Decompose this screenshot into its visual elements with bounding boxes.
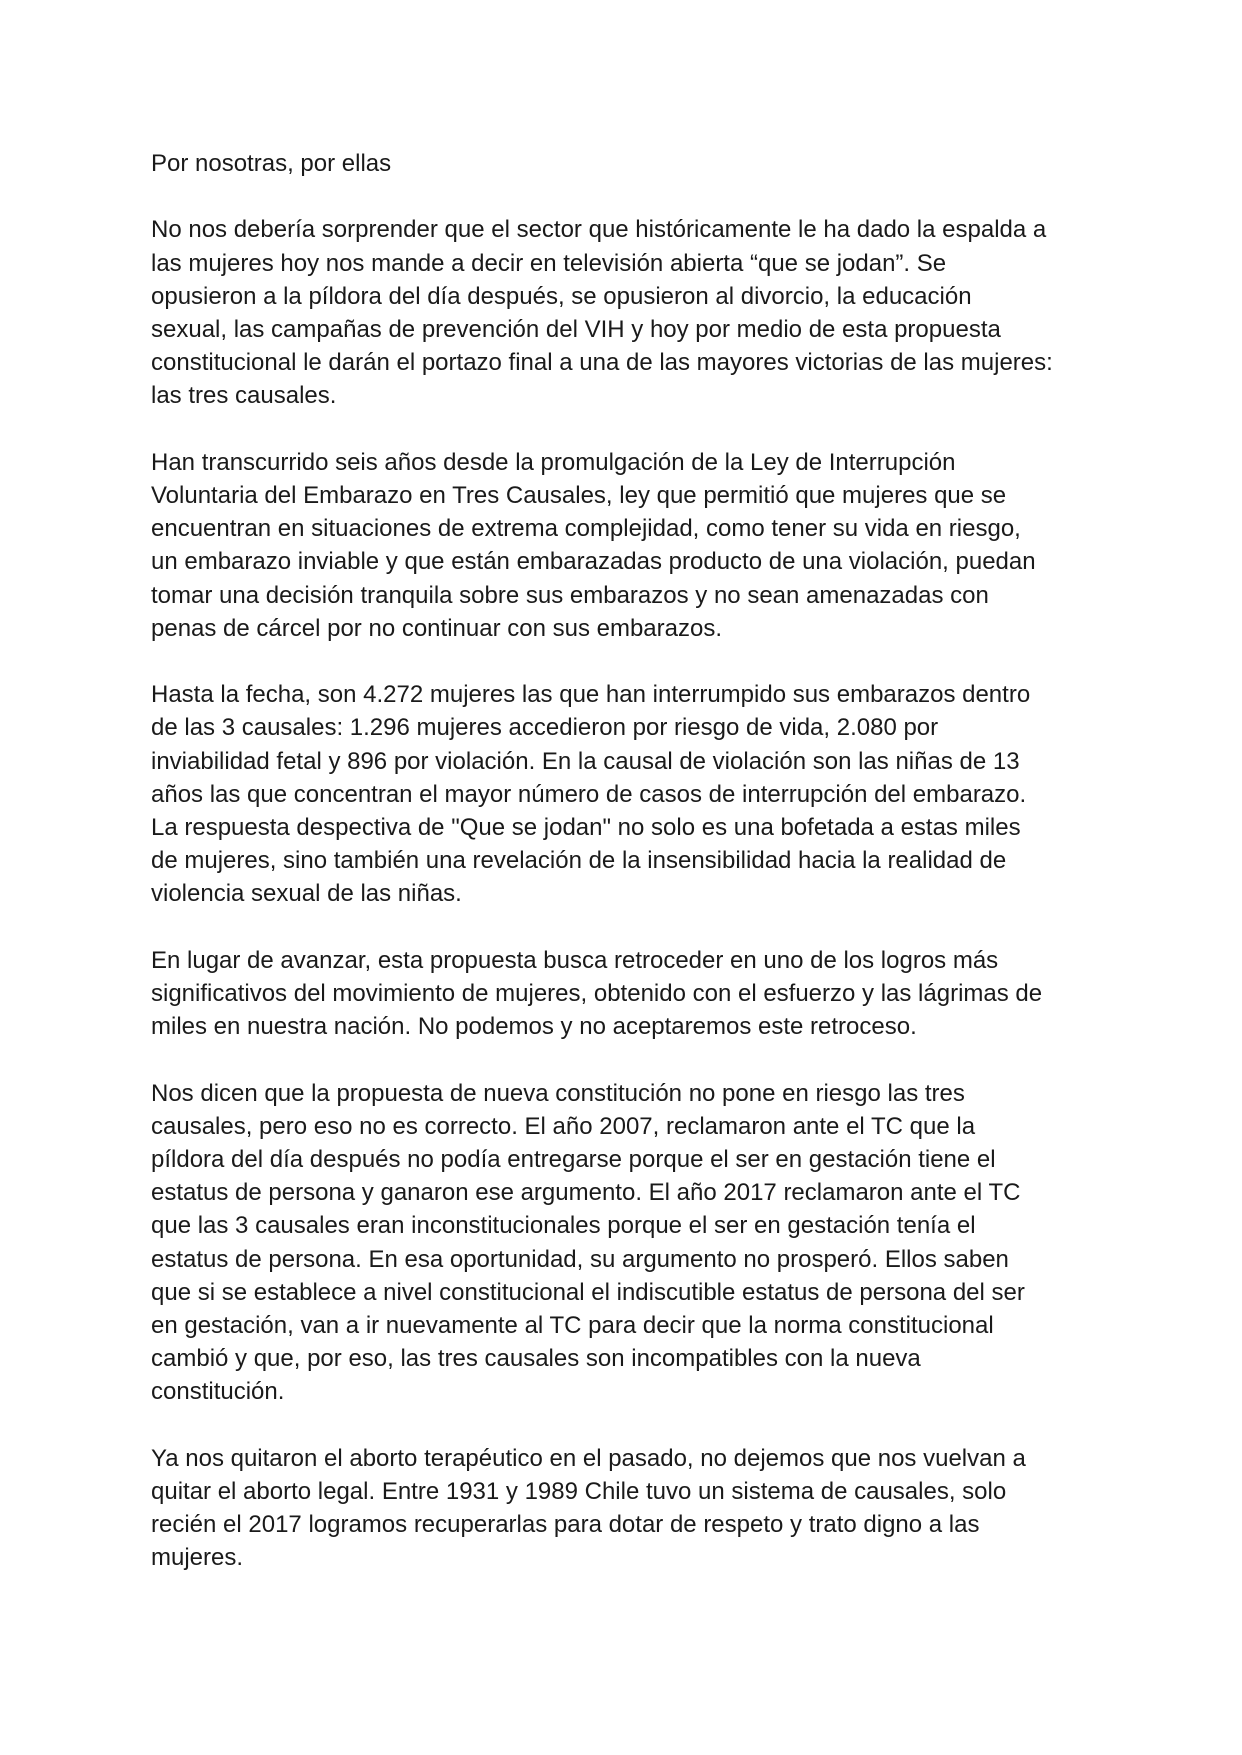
paragraph-line: constitución.	[151, 1378, 285, 1406]
paragraph-line: Hasta la fecha, son 4.272 mujeres las que han interrumpido sus embarazos dentro	[151, 681, 1031, 709]
paragraph-line: La respuesta despectiva de "Que se jodan" no solo es una bofetada a estas miles	[151, 814, 1021, 842]
paragraph-line: un embarazo inviable y que están embarazadas producto de una violación, puedan	[151, 548, 1036, 576]
paragraph-line: recién el 2017 logramos recuperarlas para dotar de respeto y trato digno a las	[151, 1511, 980, 1539]
paragraph-5	[151, 1077, 1111, 1409]
paragraph-line: causales, pero eso no es correcto. El año 2007, reclamaron ante el TC que la	[151, 1112, 976, 1140]
paragraph-line: tomar una decisión tranquila sobre sus embarazos y no sean amenazadas con	[151, 581, 989, 609]
paragraph-line: violencia sexual de las niñas.	[151, 880, 462, 908]
paragraph-line: que si se establece a nivel constitucional el indiscutible estatus de persona del ser	[151, 1278, 1025, 1306]
paragraph-line: años las que concentran el mayor número de casos de interrupción del embarazo.	[151, 780, 1027, 808]
paragraph-line: cambió y que, por eso, las tres causales son incompatibles con la nueva	[151, 1345, 921, 1373]
paragraph-line: significativos del movimiento de mujeres, obtenido con el esfuerzo y las lágrimas de	[151, 980, 1043, 1008]
paragraph-line: mujeres.	[151, 1544, 244, 1572]
paragraph-line: No nos debería sorprender que el sector que históricamente le ha dado la espalda a	[151, 216, 1047, 244]
paragraph-line: estatus de persona y ganaron ese argumento. El año 2017 reclamaron ante el TC	[151, 1179, 1021, 1207]
paragraph-line: de las 3 causales: 1.296 mujeres accedieron por riesgo de vida, 2.080 por	[151, 714, 939, 742]
paragraph-line: las mujeres hoy nos mande a decir en televisión abierta “que se jodan”. Se	[151, 249, 947, 277]
paragraph-line: Nos dicen que la propuesta de nueva constitución no pone en riesgo las tres	[151, 1079, 965, 1107]
paragraph-line: constitucional le darán el portazo final a una de las mayores victorias de las mujeres:	[151, 349, 1053, 377]
paragraph-line: las tres causales.	[151, 382, 337, 410]
paragraph-line: sexual, las campañas de prevención del VIH y hoy por medio de esta propuesta	[151, 316, 1001, 343]
paragraph-line: Ya nos quitaron el aborto terapéutico en el pasado, no dejemos que nos vuelvan a	[151, 1444, 1026, 1472]
paragraph-4	[151, 944, 1111, 1044]
paragraph-line: En lugar de avanzar, esta propuesta busca retroceder en uno de los logros más	[151, 946, 999, 974]
paragraph-line: encuentran en situaciones de extrema complejidad, como tener su vida en riesgo,	[151, 515, 1021, 543]
paragraph-3	[151, 678, 1111, 910]
paragraph-6	[151, 1442, 1111, 1575]
paragraph-line: quitar el aborto legal. Entre 1931 y 1989 Chile tuvo un sistema de causales, solo	[151, 1478, 1007, 1506]
document-page	[151, 147, 1111, 1608]
paragraph-line: que las 3 causales eran inconstitucionales porque el ser en gestación tenía el	[151, 1212, 976, 1240]
paragraph-line: de mujeres, sino también una revelación de la insensibilidad hacia la realidad de	[151, 847, 1007, 875]
paragraph-line: inviabilidad fetal y 896 por violación. En la causal de violación son las niñas de 13	[151, 747, 1020, 775]
paragraph-line: Voluntaria del Embarazo en Tres Causales, ley que permitió que mujeres que se	[151, 482, 1007, 509]
paragraph-2	[151, 446, 1111, 645]
paragraph-line: estatus de persona. En esa oportunidad, su argumento no prosperó. Ellos saben	[151, 1245, 1009, 1273]
paragraph-line: miles en nuestra nación. No podemos y no aceptaremos este retroceso.	[151, 1013, 917, 1041]
paragraph-line: opusieron a la píldora del día después, se opusieron al divorcio, la educación	[151, 282, 972, 310]
paragraph-line: en gestación, van a ir nuevamente al TC para decir que la norma constitucional	[151, 1312, 994, 1340]
document-title: Por nosotras, por ellas	[151, 150, 392, 177]
paragraph-line: penas de cárcel por no continuar con sus embarazos.	[151, 614, 722, 642]
paragraph-line: píldora del día después no podía entregarse porque el ser en gestación tiene el	[151, 1146, 996, 1174]
paragraph-line: Han transcurrido seis años desde la promulgación de la Ley de Interrupción	[151, 448, 956, 476]
paragraph-1	[151, 213, 1111, 412]
